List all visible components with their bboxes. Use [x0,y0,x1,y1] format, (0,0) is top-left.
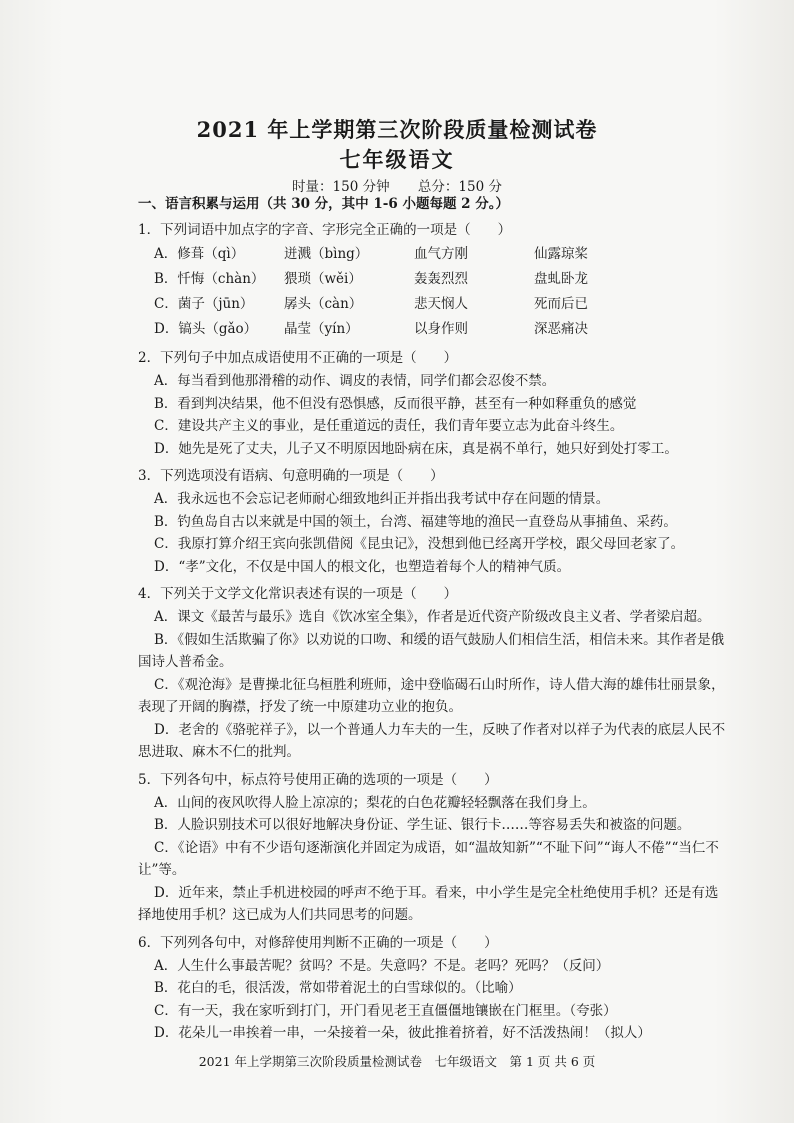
option-cell: 血气方刚 [414,246,468,262]
time-limit: 时量：150 分钟 [292,179,390,195]
option-c: C．我原打算介绍王宾向张凯借阅《昆虫记》，没想到他已经离开学校，跟父母回老家了。 [154,536,685,552]
option-c: C．《观沧海》是曹操北征乌桓胜利班师，途中登临碣石山时所作，诗人借大海的雄伟壮丽景象，表现了开阔的胸襟，抒发了统一中原建功立业的抱负。 [138,676,725,715]
exam-title: 2021 年上学期第三次阶段质量检测试卷 [196,117,598,142]
option-cell: 深恶痛决 [534,321,588,337]
question-4 [138,582,728,764]
option-cell: 盘虬卧龙 [534,271,588,287]
option-cell: 悲天悯人 [414,296,468,312]
option-row [138,317,728,342]
option-d: D．近年来，禁止手机进校园的呼声不绝于耳。看来，中小学生是完全杜绝使用手机？还是有选择地使用手机？这已成为人们共同思考的问题。 [138,884,719,923]
option-a: A．课文《最苦与最乐》选自《饮冰室全集》，作者是近代资产阶级改良主义者、学者梁启超。 [154,609,711,625]
option-cell: 以身作则 [414,321,468,337]
option-d: D．花朵儿一串挨着一串，一朵接着一朵，彼此推着挤着，好不活泼热闹！（拟人） [154,1025,651,1041]
option-d: D．“孝”文化，不仅是中国人的根文化，也塑造着每个人的精神气质。 [154,558,571,575]
option-cell: D．镐头（gǎo） [154,321,258,337]
exam-meta [0,175,794,195]
option-d: D．老舍的《骆驼祥子》，以一个普通人力车夫的一生，反映了作者对以祥子为代表的底层人民不思进取、麻木不仁的批判。 [138,721,726,760]
option-b: B．看到判决结果，他不但没有恐惧感，反而很平静，甚至有一种如释重负的感觉 [154,395,637,412]
option-b: B．花白的毛，很活泼，常如带着泥土的白雪球似的。（比喻） [154,980,522,996]
option-cell: B．忏悔（chàn） [154,271,265,287]
option-cell: 仙露琼桨 [534,246,588,262]
option-cell: C．菌子（jūn） [154,296,254,312]
option-a: A．我永远也不会忘记老师耐心细致地纠正并指出我考试中存在问题的情景。 [154,491,610,507]
question-2 [138,346,728,460]
option-c: C．《论语》中有不少语句逐渐演化并固定为成语，如“温故知新”“不耻下问”“诲人不倦”“当仁不让”等。 [138,839,719,878]
question-5 [138,768,728,927]
question-6 [138,931,728,1045]
option-b: B．钓鱼岛自古以来就是中国的领土，台湾、福建等地的渔民一直登岛从事捕鱼、采药。 [154,513,677,530]
question-stem: 2．下列句子中加点成语使用不正确的一项是（ ） [138,350,458,366]
option-cell: A．修葺（qì） [154,246,245,262]
option-grid [138,242,728,342]
option-row [138,292,728,317]
option-b: B．人脸识别技术可以很好地解决身份证、学生证、银行卡……等容易丢失和被盗的问题。 [154,817,691,833]
option-cell: 迸溅（bìng） [284,246,369,262]
option-row [138,242,728,267]
option-a: A．人生什么事最苦呢？贫吗？不是。失意吗？不是。老吗？死吗？（反问） [154,957,610,974]
question-stem: 5．下列各句中，标点符号使用正确的选项的一项是（ ） [138,771,498,788]
option-b: B．《假如生活欺骗了你》以劝说的口吻、和缓的语气鼓励人们相信生活，相信未来。其作者是俄国诗人普希金。 [138,631,725,670]
option-cell: 晶莹（yín） [284,321,359,337]
exam-subject: 七年级语文 [339,147,455,172]
exam-content [138,194,728,1045]
option-cell: 孱头（càn） [284,296,363,312]
option-cell: 轰轰烈烈 [414,271,468,287]
option-c: C．有一天，我在家听到打门，开门看见老王直僵僵地镶嵌在门框里。（夸张） [154,1002,617,1019]
question-stem: 6．下列列各句中，对修辞使用判断不正确的一项是（ ） [138,934,498,951]
option-a: A．山间的夜风吹得人脸上凉凉的；梨花的白色花瓣轻轻飘落在我们身上。 [154,794,596,811]
question-3 [138,464,728,578]
option-a: A．每当看到他那滑稽的动作、调皮的表情，同学们都会忍俊不禁。 [154,373,556,389]
section-title: 一、语言积累与运用（共 30 分，其中 1-6 小题每题 2 分。） [138,196,510,212]
option-c: C．建设共产主义的事业，是任重道远的责任，我们青年要立志为此奋斗终生。 [154,418,624,434]
question-1 [138,218,728,342]
total-score: 总分：150 分 [417,179,502,195]
question-stem: 4．下列关于文学文化常识表述有误的一项是（ ） [138,586,458,602]
question-stem: 3．下列选项没有语病、句意明确的一项是（ ） [138,468,444,484]
option-d: D．她先是死了丈夫，儿子又不明原因地卧病在床，真是祸不单行，她只好到处打零工。 [154,440,678,457]
option-cell: 死而后已 [534,296,588,312]
page-footer: 2021 年上学期第三次阶段质量检测试卷 七年级语文 第 1 页 共 6 页 [198,1054,596,1069]
option-cell: 猥琐（wěi） [284,271,362,287]
question-stem: 1．下列词语中加点字的字音、字形完全正确的一项是（ ） [138,222,512,238]
option-row [138,267,728,292]
